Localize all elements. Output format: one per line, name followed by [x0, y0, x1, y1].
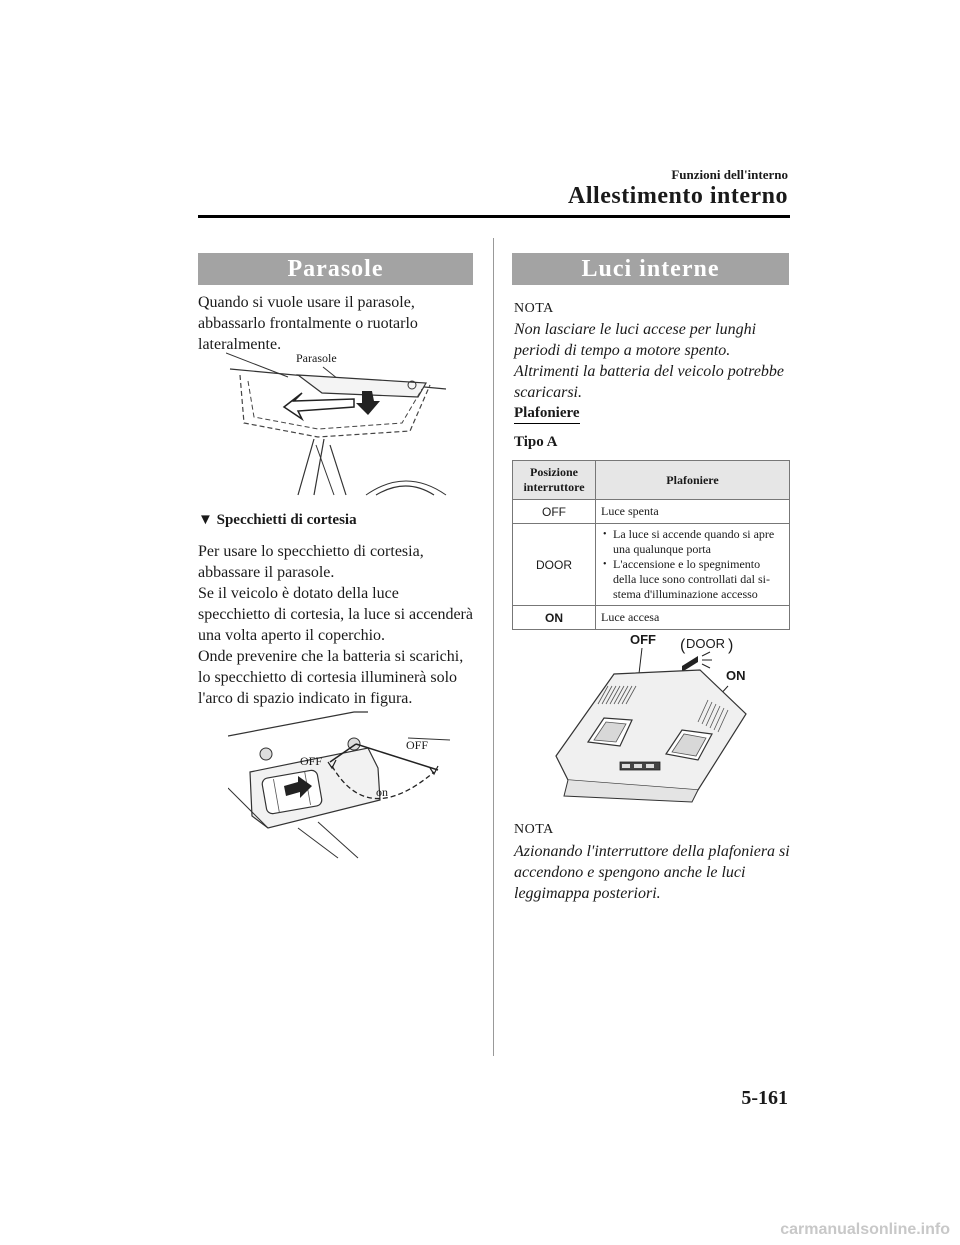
table-row: [513, 606, 790, 630]
table-header-position: Posizione interruttore: [513, 461, 596, 500]
plafoniere-heading: Plafoniere: [514, 405, 580, 424]
desc-door: [596, 524, 790, 606]
section-label: Funzioni dell'interno: [671, 167, 788, 182]
watermark: carmanualsonline.info: [780, 1221, 950, 1238]
switch-position-table: [512, 460, 790, 630]
table-row: [513, 500, 790, 524]
on-label: on: [376, 785, 388, 799]
courtesy-mirror-para-3: Onde prevenire che la batteria si scarichi, lo specchietto di cortesia illuminerà solo l'arco di spazio indicato in figura.: [198, 648, 464, 707]
position-off: OFF: [513, 500, 596, 524]
column-divider: [493, 238, 494, 1056]
courtesy-mirror-heading-text: Specchietti di cortesia: [216, 512, 357, 528]
table-header-lights: Plafoniere: [596, 461, 790, 500]
console-on-label: ON: [726, 668, 746, 683]
tipo-a-heading: Tipo A: [514, 434, 558, 450]
door-lamp-icon: [682, 652, 712, 672]
table-row: [513, 524, 790, 606]
page-title: Allestimento interno: [568, 183, 788, 209]
list-item: • La luce si accende quando si apre una qualunque porta: [601, 527, 784, 557]
courtesy-mirror-heading: [198, 512, 357, 529]
page-number: 5-161: [741, 1087, 788, 1109]
sun-visor-illustration: [226, 345, 456, 500]
parasole-intro: Quando si vuole usare il parasole, abbassarlo frontalmente o ruotarlo lateralmente.: [198, 294, 418, 353]
off-label-right: OFF: [406, 738, 429, 752]
svg-text:(: (: [680, 637, 686, 654]
position-door: DOOR: [513, 524, 596, 606]
vanity-mirror-illustration: [228, 708, 458, 860]
table-header-row: [513, 461, 790, 500]
console-door-label: DOOR: [686, 636, 725, 651]
luci-interne-banner: Luci interne: [512, 253, 789, 285]
desc-on: Luce accesa: [596, 606, 790, 630]
courtesy-mirror-para-2: Se il veicolo è dotato della luce specchietto di cortesia, la luce si accenderà una volta aperto il coperchio.: [198, 585, 473, 644]
parasole-label: Parasole: [296, 351, 337, 365]
off-label-left: OFF: [300, 754, 323, 768]
note-2-text: Azionando l'interruttore della plafoniera si accendono e spengono anche le luci leggimappa posteriori.: [514, 843, 790, 902]
note-2-label: NOTA: [514, 822, 554, 837]
overhead-console-illustration: [548, 630, 758, 805]
position-on: ON: [513, 606, 596, 630]
note-1-label: NOTA: [514, 301, 554, 316]
note-1-text: Non lasciare le luci accese per lunghi periodi di tempo a motore spento. Altrimenti la batteria del veicolo potrebbe scaricarsi.: [514, 321, 785, 401]
parasole-banner: Parasole: [198, 253, 473, 285]
courtesy-mirror-para-1: Per usare lo specchietto di cortesia, abbassare il parasole.: [198, 543, 424, 581]
desc-off: Luce spenta: [596, 500, 790, 524]
list-item: • L'accensione e lo spegnimento della luce sono controllati dal si-stema d'illuminazione accesso: [601, 557, 784, 602]
console-off-label: OFF: [630, 632, 656, 647]
svg-text:): ): [728, 637, 734, 654]
header-rule: [198, 215, 790, 218]
triangle-down-icon: ▼: [198, 512, 213, 528]
